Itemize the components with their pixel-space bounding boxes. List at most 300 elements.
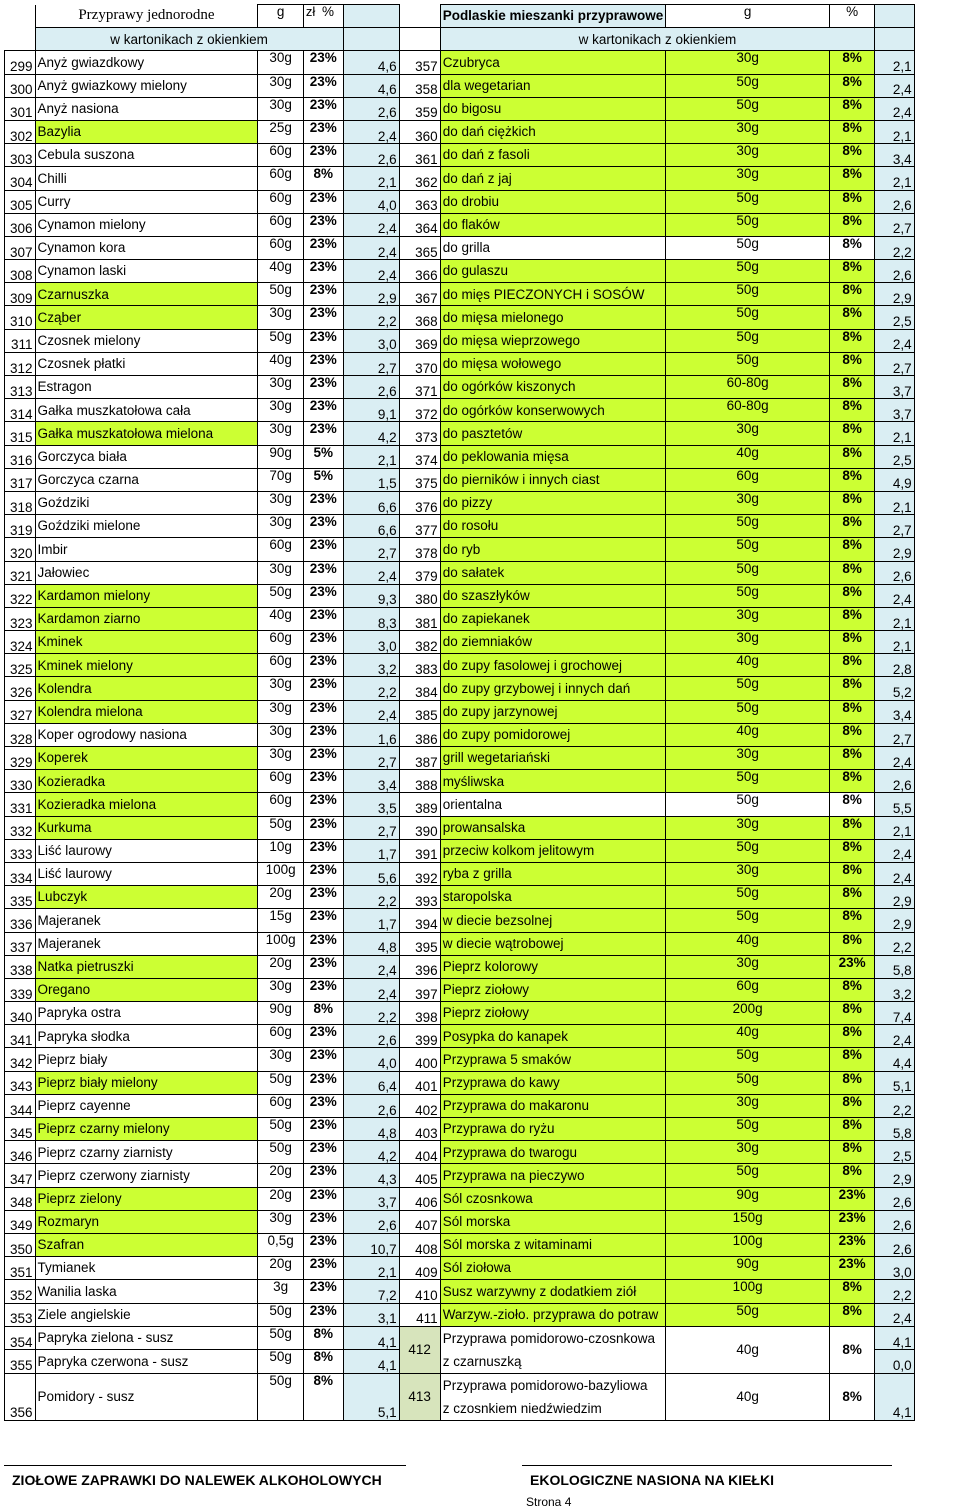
right-item-pack: 90g [666, 1187, 830, 1210]
right-item-name: do ogórków konserwowych [440, 399, 666, 422]
left-item-pack: 20g [258, 1257, 304, 1280]
left-item-price: 2,7 [343, 747, 399, 770]
left-item-pack: 60g [258, 1094, 304, 1117]
left-item-number: 338 [5, 955, 36, 978]
left-item-number: 334 [5, 862, 36, 885]
right-item-vat: 8% [829, 770, 874, 793]
table-row [5, 1280, 960, 1303]
left-item-name: Gorczyca czarna [35, 468, 258, 491]
left-item-pack: 60g [258, 144, 304, 167]
left-item-name: Gałka muszkatołowa mielona [35, 422, 258, 445]
right-item-name: do mięsa wołowego [440, 352, 666, 375]
right-item-price: 5,5 [875, 793, 914, 816]
right-item-name: Przyprawa do ryżu [440, 1118, 666, 1141]
right-item-price: 5,1 [875, 1071, 914, 1094]
left-item-name: Anyż gwiazdkowy [35, 51, 258, 74]
right-item-name: ryba z grilla [440, 862, 666, 885]
left-item-vat: 23% [303, 97, 343, 120]
page-number: Strona 4 [526, 1495, 572, 1509]
table-row [5, 1303, 960, 1326]
right-item-price: 2,6 [875, 1210, 914, 1233]
table-row [5, 329, 960, 352]
right-item-number: 387 [399, 747, 440, 770]
right-item-number: 368 [399, 306, 440, 329]
right-item-number: 386 [399, 723, 440, 746]
left-item-vat: 23% [303, 1280, 343, 1303]
col-g-header: g [258, 5, 304, 28]
left-item-price: 2,2 [343, 1002, 399, 1025]
left-item-number: 348 [5, 1187, 36, 1210]
right-item-pack: 40g [666, 1373, 830, 1420]
right-item-vat: 8% [829, 1071, 874, 1094]
table-row [5, 1071, 960, 1094]
left-item-number: 321 [5, 561, 36, 584]
left-item-number: 311 [5, 329, 36, 352]
right-item-price: 2,8 [875, 654, 914, 677]
table-row [5, 1326, 960, 1350]
right-item-number: 411 [399, 1303, 440, 1326]
table-row [5, 909, 960, 932]
right-item-name: Posypka do kanapek [440, 1025, 666, 1048]
left-item-vat: 23% [303, 677, 343, 700]
left-item-vat: 23% [303, 723, 343, 746]
right-margin-cell [914, 1210, 948, 1233]
right-item-name: Pieprz ziołowy [440, 1002, 666, 1025]
table-row [5, 723, 960, 746]
right-item-vat: 8% [829, 236, 874, 259]
right-item-vat: 8% [829, 1048, 874, 1071]
left-item-price: 3,2 [343, 654, 399, 677]
price-subheader-left [343, 28, 399, 51]
left-item-pack: 20g [258, 886, 304, 909]
left-item-vat: 23% [303, 1118, 343, 1141]
right-item-vat: 8% [829, 631, 874, 654]
table-row [5, 1210, 960, 1233]
right-margin-cell [914, 538, 948, 561]
left-item-vat: 23% [303, 51, 343, 74]
left-item-vat: 23% [303, 491, 343, 514]
right-item-vat: 8% [829, 167, 874, 190]
right-item-name: Warzyw.-zioło. przyprawa do potraw [440, 1303, 666, 1326]
left-item-pack: 50g [258, 329, 304, 352]
right-item-number: 404 [399, 1141, 440, 1164]
left-item-number: 342 [5, 1048, 36, 1071]
right-margin-cell [914, 1071, 948, 1094]
right-item-pack: 30g [666, 51, 830, 74]
right-item-name: dla wegetarian [440, 74, 666, 97]
right-margin-cell [914, 144, 948, 167]
right-item-vat: 8% [829, 74, 874, 97]
right-item-number: 376 [399, 491, 440, 514]
col-zl-header: zł [305, 4, 316, 19]
right-item-number: 357 [399, 51, 440, 74]
right-item-price: 2,7 [875, 723, 914, 746]
right-margin-cell [914, 909, 948, 932]
left-item-name: Imbir [35, 538, 258, 561]
left-item-number: 347 [5, 1164, 36, 1187]
left-item-pack: 30g [258, 306, 304, 329]
left-item-price: 2,2 [343, 886, 399, 909]
right-item-number: 360 [399, 120, 440, 143]
left-item-name: Papryka słodka [35, 1025, 258, 1048]
left-item-pack: 50g [258, 1350, 304, 1374]
right-item-number: 384 [399, 677, 440, 700]
right-item-name: w diecie bezsolnej [440, 909, 666, 932]
left-item-price: 10,7 [343, 1233, 399, 1256]
left-item-price: 2,6 [343, 376, 399, 399]
right-item-name: Przyprawa do twarogu [440, 1141, 666, 1164]
left-item-name: Czosnek płatki [35, 352, 258, 375]
right-margin-cell [914, 886, 948, 909]
right-margin-cell [914, 1118, 948, 1141]
left-item-name: Koperek [35, 747, 258, 770]
right-margin-cell [914, 51, 948, 74]
right-item-number: 406 [399, 1187, 440, 1210]
left-item-price: 4,2 [343, 422, 399, 445]
left-item-price: 2,4 [343, 561, 399, 584]
right-item-price-2: 0,0 [875, 1350, 914, 1374]
right-item-name: do flaków [440, 213, 666, 236]
right-item-vat: 8% [829, 1303, 874, 1326]
col-pct-header-right: % [829, 5, 874, 28]
right-item-number: 370 [399, 352, 440, 375]
right-item-pack: 50g [666, 1118, 830, 1141]
right-item-number: 390 [399, 816, 440, 839]
left-item-number: 356 [5, 1373, 36, 1420]
right-margin-cell [914, 97, 948, 120]
left-item-vat: 23% [303, 120, 343, 143]
table-row [5, 376, 960, 399]
left-item-price: 1,6 [343, 723, 399, 746]
right-item-price: 2,6 [875, 561, 914, 584]
right-margin-cell [914, 74, 948, 97]
left-item-name: Cynamon laski [35, 260, 258, 283]
right-margin-cell [914, 306, 948, 329]
left-item-number: 318 [5, 491, 36, 514]
left-item-number: 320 [5, 538, 36, 561]
left-item-pack: 30g [258, 51, 304, 74]
left-item-name: Kozieradka [35, 770, 258, 793]
right-subtitle: w kartonikach z okienkiem [440, 28, 875, 51]
table-row [5, 144, 960, 167]
left-item-price: 3,0 [343, 329, 399, 352]
table-row [5, 584, 960, 607]
right-item-number: 374 [399, 445, 440, 468]
left-item-name: Liść laurowy [35, 862, 258, 885]
left-item-pack: 20g [258, 1187, 304, 1210]
left-item-vat: 23% [303, 1257, 343, 1280]
right-item-vat: 8% [829, 584, 874, 607]
right-margin-cell [914, 167, 948, 190]
left-item-name: Curry [35, 190, 258, 213]
left-item-price: 4,3 [343, 1164, 399, 1187]
left-item-number: 344 [5, 1094, 36, 1117]
left-item-number: 304 [5, 167, 36, 190]
right-margin-cell [914, 283, 948, 306]
right-item-pack: 30g [666, 120, 830, 143]
right-item-pack: 60g [666, 978, 830, 1001]
left-item-number: 346 [5, 1141, 36, 1164]
left-item-price: 1,5 [343, 468, 399, 491]
right-item-pack: 50g [666, 839, 830, 862]
right-item-name: Pieprz kolorowy [440, 955, 666, 978]
left-item-vat: 8% [303, 1350, 343, 1374]
right-item-name: do ziemniaków [440, 631, 666, 654]
table-row [5, 1233, 960, 1256]
left-item-vat: 23% [303, 515, 343, 538]
right-margin-cell [914, 190, 948, 213]
left-item-pack: 30g [258, 376, 304, 399]
right-item-number: 359 [399, 97, 440, 120]
right-item-price: 2,6 [875, 1233, 914, 1256]
header-row-2 [5, 28, 960, 51]
table-row [5, 1373, 960, 1420]
right-item-pack: 30g [666, 747, 830, 770]
right-item-number: 366 [399, 260, 440, 283]
right-item-name [440, 1373, 666, 1420]
right-item-price: 4,1 [875, 1373, 914, 1420]
left-item-vat: 23% [303, 955, 343, 978]
left-item-vat: 23% [303, 816, 343, 839]
right-item-number: 401 [399, 1071, 440, 1094]
table-row [5, 747, 960, 770]
right-margin-cell [914, 607, 948, 630]
right-item-vat: 23% [829, 955, 874, 978]
left-item-name: Gorczyca biała [35, 445, 258, 468]
footer-right-title: EKOLOGICZNE NASIONA NA KIEŁKI [530, 1472, 774, 1488]
left-subtitle: w kartonikach z okienkiem [35, 28, 343, 51]
left-item-pack: 20g [258, 955, 304, 978]
left-item-name: Cynamon mielony [35, 213, 258, 236]
left-item-vat: 23% [303, 700, 343, 723]
table-row [5, 399, 960, 422]
left-item-vat: 23% [303, 584, 343, 607]
left-item-vat: 23% [303, 399, 343, 422]
left-item-pack: 30g [258, 723, 304, 746]
left-item-name: Pieprz czarny ziarnisty [35, 1141, 258, 1164]
left-item-vat: 23% [303, 190, 343, 213]
table-row [5, 422, 960, 445]
right-item-name [440, 1326, 666, 1373]
table-row [5, 1002, 960, 1025]
left-item-vat: 23% [303, 1233, 343, 1256]
right-item-price: 3,4 [875, 700, 914, 723]
left-item-pack: 30g [258, 561, 304, 584]
right-margin-cell [914, 1094, 948, 1117]
table-row [5, 607, 960, 630]
right-item-vat: 8% [829, 515, 874, 538]
right-item-vat: 8% [829, 1141, 874, 1164]
right-item-number: 389 [399, 793, 440, 816]
left-item-price: 1,7 [343, 839, 399, 862]
right-item-vat: 8% [829, 213, 874, 236]
right-item-vat: 8% [829, 793, 874, 816]
right-item-name: Sól morska z witaminami [440, 1233, 666, 1256]
right-margin-cell [914, 491, 948, 514]
table-row [5, 631, 960, 654]
table-row [5, 1141, 960, 1164]
left-item-number: 299 [5, 51, 36, 74]
right-item-vat: 8% [829, 1164, 874, 1187]
right-item-name: Sól morska [440, 1210, 666, 1233]
table-row [5, 1118, 960, 1141]
right-item-number: 381 [399, 607, 440, 630]
table-row [5, 561, 960, 584]
right-item-pack: 50g [666, 1048, 830, 1071]
left-item-pack: 30g [258, 399, 304, 422]
right-item-price: 2,4 [875, 1303, 914, 1326]
left-item-number: 335 [5, 886, 36, 909]
left-item-pack: 50g [258, 1071, 304, 1094]
left-item-number: 303 [5, 144, 36, 167]
right-item-name: do pierników i innych ciast [440, 468, 666, 491]
left-item-price: 4,6 [343, 74, 399, 97]
right-item-pack: 50g [666, 1164, 830, 1187]
right-item-price: 3,2 [875, 978, 914, 1001]
left-item-price: 2,6 [343, 97, 399, 120]
right-margin-cell [914, 1373, 948, 1420]
right-margin-cell [914, 260, 948, 283]
left-item-pack: 10g [258, 839, 304, 862]
right-item-price: 2,1 [875, 607, 914, 630]
right-item-pack: 50g [666, 584, 830, 607]
right-margin-cell [914, 770, 948, 793]
left-item-vat: 23% [303, 283, 343, 306]
right-item-vat: 8% [829, 561, 874, 584]
table-row [5, 515, 960, 538]
left-item-name: Papryka ostra [35, 1002, 258, 1025]
table-row [5, 700, 960, 723]
right-item-name: do sałatek [440, 561, 666, 584]
right-item-name: do mięs PIECZONYCH i SOSÓW [440, 283, 666, 306]
left-item-price: 2,1 [343, 167, 399, 190]
left-item-number: 343 [5, 1071, 36, 1094]
left-item-name: Kolendra [35, 677, 258, 700]
right-item-pack: 60-80g [666, 399, 830, 422]
right-item-name: do zupy jarzynowej [440, 700, 666, 723]
left-item-pack: 40g [258, 260, 304, 283]
right-item-vat: 8% [829, 932, 874, 955]
right-item-pack: 50g [666, 74, 830, 97]
right-item-vat: 8% [829, 120, 874, 143]
left-item-price: 2,4 [343, 236, 399, 259]
right-item-pack: 50g [666, 886, 830, 909]
right-item-pack: 50g [666, 236, 830, 259]
right-item-number: 379 [399, 561, 440, 584]
left-item-pack: 70g [258, 468, 304, 491]
left-item-price: 4,1 [343, 1326, 399, 1350]
left-item-pack: 40g [258, 352, 304, 375]
left-item-name: Natka pietruszki [35, 955, 258, 978]
right-item-vat: 8% [829, 468, 874, 491]
table-row [5, 74, 960, 97]
left-item-name: Ziele angielskie [35, 1303, 258, 1326]
right-item-number: 373 [399, 422, 440, 445]
right-item-price: 2,5 [875, 445, 914, 468]
left-item-pack: 60g [258, 631, 304, 654]
right-margin-cell [914, 1280, 948, 1303]
right-item-vat: 8% [829, 654, 874, 677]
left-item-number: 312 [5, 352, 36, 375]
right-item-vat: 8% [829, 97, 874, 120]
left-item-name: Pieprz cayenne [35, 1094, 258, 1117]
left-item-vat: 8% [303, 1002, 343, 1025]
left-item-price: 4,0 [343, 1048, 399, 1071]
left-item-name: Papryka czerwona - susz [35, 1350, 258, 1374]
right-margin-cell [914, 839, 948, 862]
right-item-name-line2: z czosnkiem niedźwiedzim [442, 1400, 602, 1416]
left-item-number: 337 [5, 932, 36, 955]
right-item-number: 383 [399, 654, 440, 677]
right-item-price: 3,0 [875, 1257, 914, 1280]
right-margin-cell [914, 1257, 948, 1280]
left-item-price: 4,1 [343, 1350, 399, 1374]
right-item-number: 391 [399, 839, 440, 862]
price-list-table [4, 4, 960, 1421]
left-item-number: 350 [5, 1233, 36, 1256]
table-row [5, 167, 960, 190]
left-item-name: Wanilia laska [35, 1280, 258, 1303]
left-item-vat: 23% [303, 839, 343, 862]
left-item-vat: 23% [303, 1164, 343, 1187]
left-item-number: 317 [5, 468, 36, 491]
left-item-price: 4,2 [343, 1141, 399, 1164]
right-item-price: 2,1 [875, 422, 914, 445]
right-item-name: do zapiekanek [440, 607, 666, 630]
right-item-vat: 23% [829, 1233, 874, 1256]
left-item-pack: 50g [258, 1303, 304, 1326]
right-item-name: myśliwska [440, 770, 666, 793]
right-item-pack: 50g [666, 1303, 830, 1326]
right-item-pack: 40g [666, 445, 830, 468]
right-item-number: 385 [399, 700, 440, 723]
left-item-price: 2,7 [343, 538, 399, 561]
left-item-price: 5,1 [343, 1373, 399, 1420]
table-row [5, 862, 960, 885]
left-item-price: 2,6 [343, 1094, 399, 1117]
table-row [5, 236, 960, 259]
left-item-pack: 60g [258, 793, 304, 816]
left-item-vat: 23% [303, 1187, 343, 1210]
left-item-number: 339 [5, 978, 36, 1001]
right-item-price: 4,1 [875, 1326, 914, 1350]
right-item-name: do ogórków kiszonych [440, 376, 666, 399]
table-row [5, 1048, 960, 1071]
left-item-name: Cebula suszona [35, 144, 258, 167]
left-item-vat: 8% [303, 167, 343, 190]
left-item-vat: 23% [303, 236, 343, 259]
right-item-pack: 50g [666, 515, 830, 538]
left-item-pack: 50g [258, 1118, 304, 1141]
right-item-price: 2,9 [875, 1164, 914, 1187]
left-item-number: 340 [5, 1002, 36, 1025]
left-item-price: 4,8 [343, 1118, 399, 1141]
right-margin-cell [914, 515, 948, 538]
left-item-number: 319 [5, 515, 36, 538]
left-item-name: Goździki mielone [35, 515, 258, 538]
right-item-vat: 8% [829, 886, 874, 909]
left-item-pack: 60g [258, 167, 304, 190]
left-item-vat: 23% [303, 329, 343, 352]
left-item-vat: 23% [303, 886, 343, 909]
left-item-number: 332 [5, 816, 36, 839]
left-item-pack: 60g [258, 236, 304, 259]
table-row [5, 654, 960, 677]
right-margin-cell [914, 329, 948, 352]
left-item-price: 3,4 [343, 770, 399, 793]
right-item-number: 410 [399, 1280, 440, 1303]
left-item-price: 2,7 [343, 352, 399, 375]
